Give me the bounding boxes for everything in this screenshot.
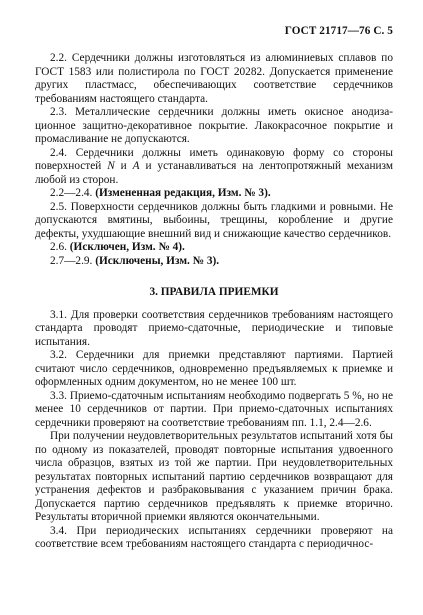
page-header: ГОСТ 21717—76 С. 5: [284, 25, 393, 37]
paragraph-3-2: 3.2. Сердечники для приемки представляют партиями. Партией считают число сердечников, одновременно предъявляемых к приемке и оформленных одним документом, но не менее 100 шт.: [35, 349, 393, 388]
paragraph-2-7-2-9: [35, 255, 393, 269]
paragraph-2-5: 2.5. Поверхности сердечников должны быть гладкими и ровными. Не допускаются вмятины, выбоины, трещины, коробление и другие дефекты, ухудшающие внешний вид и снижающие качество сердечников.: [35, 200, 393, 240]
paragraph-2-4-text-a: 2.4. Сердечники должны иметь одинаковую форму со стороны поверхностей: [35, 146, 393, 172]
paragraph-3-4: 3.4. При периодических испытаниях сердечники проверяют на соответствие всем требованиям настоящего стандарта с периодичнос-: [35, 524, 393, 550]
paragraph-2-4: [35, 147, 393, 188]
section-3-title: 3. ПРАВИЛА ПРИЕМКИ: [149, 286, 279, 298]
paragraph-2-3: 2.3. Металлические сердечники должны иметь окисное анодизационное защитно-декоративное покрытие. Лакокрасочное покрытие и промасливание не допускаются.: [35, 106, 393, 145]
paragraph-3-3-continued: При получении неудовлетворительных результатов испытаний хотя бы по одному из показателей, проводят повторные испытания удвоенного числа образцов, взятых из той же партии. При неудовлетворительных результатах повторных испытаний партию сердечников возвращают для устранения дефектов и разбраковывания с указанием причин брака. Допускается партию сердечников предъявлять к приемке вторично. Результаты вторичной приемки являются окончательными.: [35, 430, 393, 523]
paragraph-2-4-text-b: и устанавливаться на лентопротяжный механизм любой из сторон.: [35, 160, 393, 186]
note-ref: 2.2—2.4.: [50, 187, 96, 199]
amendment-note: (Исключены, Изм. № 3).: [95, 254, 220, 267]
paragraph-2-2-2-4-note: [35, 187, 393, 201]
paragraph-3-3: 3.3. Приемо-сдаточным испытаниям необходимо подвергать 5 %, но не менее 10 сердечников от партии. При приемо-сдаточных испытаниях сердечники проверяют на соответствие требованиям пп. 1.1, 2.4—2.6.: [35, 389, 393, 429]
amendment-note: (Измененная редакция, Изм. № 3).: [95, 187, 271, 199]
note-ref: 2.6.: [50, 241, 70, 253]
paragraph-2-4-conj: и: [114, 160, 133, 172]
page-body: [35, 52, 393, 552]
paragraph-3-1: 3.1. Для проверки соответствия сердечников требованиям настоящего стандарта проводят приемо-сдаточные, периодические и типовые испытания.: [35, 308, 393, 348]
amendment-note: (Исключен, Изм. № 4).: [69, 241, 185, 253]
surface-n-label: N: [107, 160, 115, 172]
paragraph-2-6: [35, 241, 393, 255]
surface-a-label: A: [132, 160, 140, 172]
paragraph-2-2: 2.2. Сердечники должны изготовляться из алюминиевых сплавов по ГОСТ 1583 или полистирола по ГОСТ 20282. Допускается применение других пластмасс, обеспечивающих соответствие сердечников требованиям настоящего стандарта.: [35, 52, 393, 105]
note-ref: 2.7—2.9.: [50, 254, 96, 267]
